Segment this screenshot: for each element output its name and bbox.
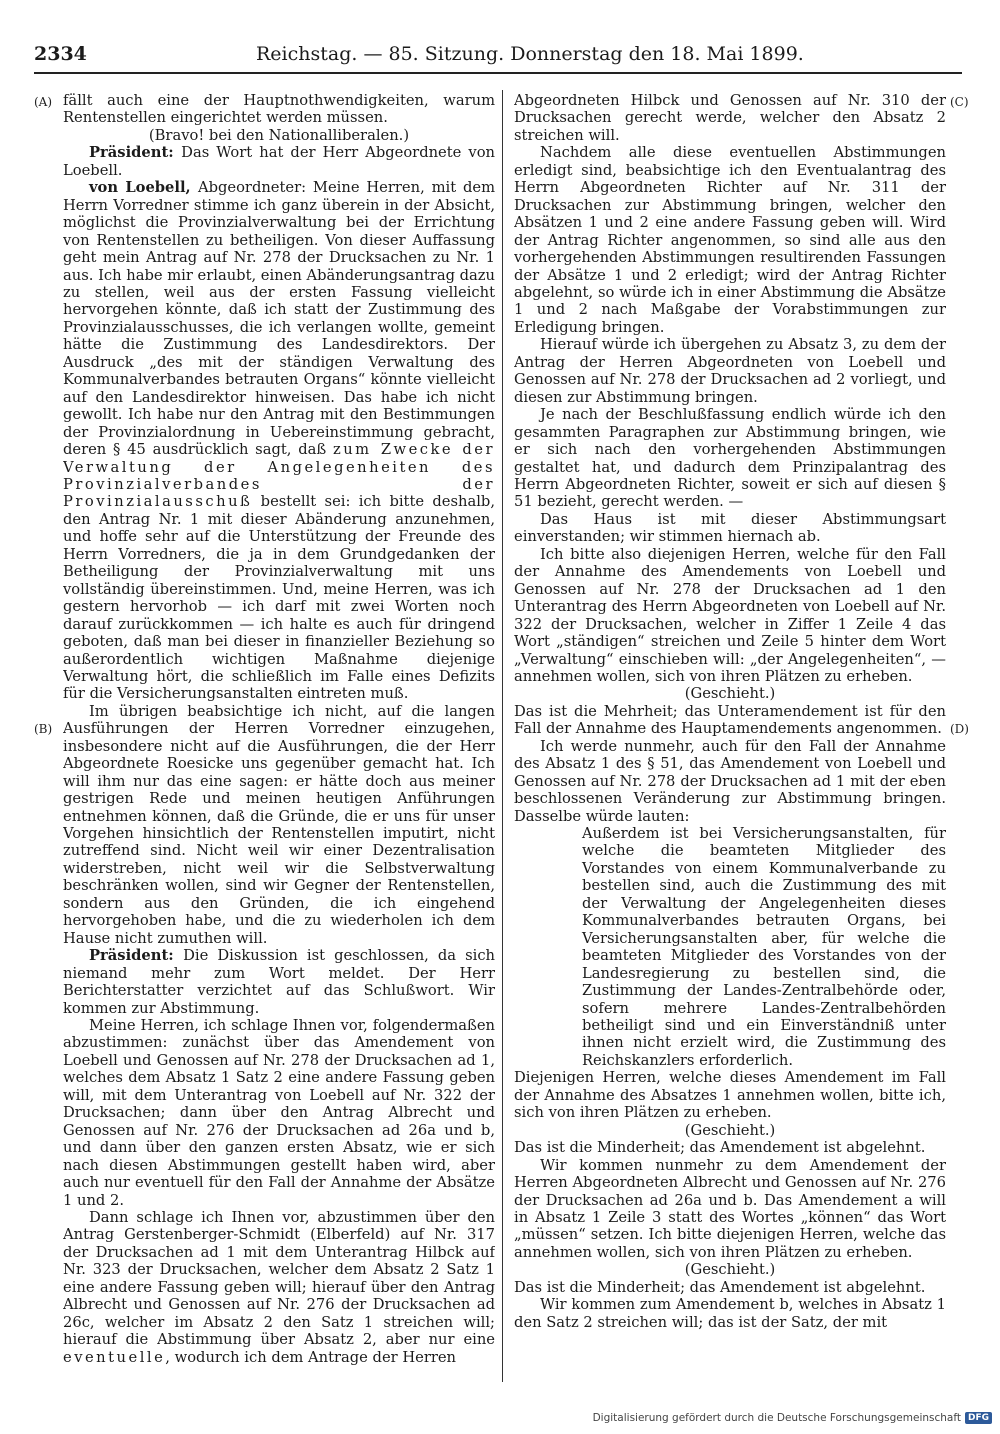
footer-credit xyxy=(593,1412,992,1424)
paragraph-text: Das Wort hat der Herr Abgeordnete von Loebell. xyxy=(63,144,495,179)
speaker-label: Präsident: xyxy=(89,144,182,162)
margin-marker-a: (A) xyxy=(34,95,53,109)
spaced-emphasis: zum Zwecke der Verwaltung der Angelegenheiten des Provinzialverbandes der Provinzialausschuß xyxy=(63,441,495,511)
left-column-paragraph: Im übrigen beabsichtige ich nicht, auf die langen Ausführungen der Herren Vorredner einzugehen, insbesondere nicht auf die Ausführungen, die der Herr Abgeordnete Roesicke uns gegenüber gemacht hat. Ich will ihm nur das eine sagen: er hätte doch aus meiner gestrigen Rede und meinen heutigen Anführungen entnehmen können, daß die Gründe, die er uns für unser Vorgehen hinsichtlich der Rentenstellen imputirt, nicht zutreffend sind. Nicht weil wir einer Dezentralisation widerstreben, nicht weil wir die Selbstverwaltung beschränken wollen, sind wir Gegner der Rentenstellen, sondern aus den Gründen, die ich eingehend hervorgehoben habe, und die zu wiederholen ich dem Hause nicht zumuthen will. xyxy=(63,702,495,947)
page-header xyxy=(34,40,962,68)
right-column-paragraph: Abgeordneten Hilbck und Genossen auf Nr. 310 der Drucksachen gerecht werde, welcher den Absatz 2 streichen will. xyxy=(514,92,946,144)
right-column-paragraph: Ich bitte also diejenigen Herren, welche für den Fall der Annahme des Amendements von Loebell und Genossen auf Nr. 278 der Drucksachen ad 1 den Unterantrag des Herrn Abgeordneten von Loebell auf Nr. 322 der Drucksachen, welcher in Ziffer 1 Zeile 4 das Wort „ständigen“ streichen und Zeile 5 hinter dem Wort „Verwaltung“ einschieben will: „der Angelegenheiten“, — annehmen wollen, sich von ihren Plätzen zu erheben. xyxy=(514,545,946,685)
right-column-paragraph: Wir kommen zum Amendement b, welches in Absatz 1 den Satz 2 streichen will; das ist der Satz, der mit xyxy=(514,1296,946,1331)
header-rule xyxy=(34,72,962,74)
right-column-paragraph: Das Haus ist mit dieser Abstimmungsart einverstanden; wir stimmen hiernach ab. xyxy=(514,510,946,546)
left-column-paragraph xyxy=(63,144,495,179)
left-column-paragraph: (Bravo! bei den Nationalliberalen.) xyxy=(148,126,410,144)
paragraph-text: Abgeordneter: Meine Herren, mit dem Herrn Vorredner stimme ich ganz überein in der Absicht, möglichst die Provinzialverwaltung bei der Errichtung von Rentenstellen zu betheiligen. Von dieser Auffassung geht mein Antrag auf Nr. 278 der Drucksachen zu Nr. 1 aus. Ich habe mir erlaubt, einen Abänderungsantrag dazu zu stellen, weil aus der ersten Fassung vielleicht hervorgehen könnte, daß ich statt der Zustimmung des Provinzialausschusses, die ich verlangen wollte, gemeint hätte die Zustimmung des Landesdirektors. Der Ausdruck „des mit der ständigen Verwaltung des Kommunalverbandes betrauten Organs“ könnte vielleicht auf den Landesdirektor hinweisen. Das habe ich nicht gewollt. Ich habe nur den Antrag mit den Bestimmungen der Provinzialordnung in Uebereinstimmung gebracht, deren § 45 ausdrücklich sagt, daß xyxy=(63,179,495,459)
margin-marker-b: (B) xyxy=(34,722,53,736)
paragraph-text: Die Diskussion ist geschlossen, da sich niemand mehr zum Wort meldet. Der Herr Berichterstatter verzichtet auf das Schlußwort. Wir kommen zur Abstimmung. xyxy=(63,947,495,1017)
paragraph-text: bestellt sei: ich bitte deshalb, den Antrag Nr. 1 mit dieser Abänderung anzunehmen, und hoffe sehr auf die Unterstützung der Freunde des Herrn Vorredners, die ja in dem Grundgedanken der Betheiligung der Provinzialverwaltung mit uns vollständig übereinstimmen. Und, meine Herren, was ich gestern hervorhob — ich darf mit zwei Worten noch darauf zurückkommen — ich halte es auch für dringend geboten, daß man bei dieser in finanzieller Beziehung so außerordentlich wichtigen Maßnahme diejenige Verwaltung hört, die schließlich im Falle eines Defizits für die Versicherungsanstalten eintreten muß. xyxy=(63,493,495,703)
column-divider xyxy=(502,90,503,1382)
running-title: Reichstag. — 85. Sitzung. Donnerstag den 18. Mai 1899. xyxy=(256,43,804,65)
left-column-paragraph xyxy=(63,179,495,703)
page-number: 2334 xyxy=(34,43,87,65)
right-column-paragraph: Hierauf würde ich übergehen zu Absatz 3, zu dem der Antrag der Herren Abgeordneten von Loebell und Genossen auf Nr. 278 der Drucksachen ad 2 vorliegt, und diesen zur Abstimmung bringen. xyxy=(514,336,946,406)
left-column-paragraph xyxy=(63,947,495,1017)
right-column xyxy=(514,92,946,1382)
right-column-paragraph: Außerdem ist bei Versicherungsanstalten, für welche die beamteten Mitglieder des Vorstandes von einem Kommunalverbande zu bestellen sind, auch die Zustimmung des mit der Verwaltung der Angelegenheiten dieses Kommunalverbandes betrauten Organs, bei Versicherungsanstalten aber, für welche die beamteten Mitglieder des Vorstandes von der Landesregierung zu bestellen sind, die Zustimmung der Landes-Zentralbehörde oder, sofern mehrere Landes-Zentralbehörden betheiligt sind und ein Einverständniß unter ihnen nicht erzielt wird, die Zustimmung des Reichskanzlers erforderlich. xyxy=(582,825,946,1069)
right-column-paragraph: Ich werde nunmehr, auch für den Fall der Annahme des Absatz 1 des § 51, das Amendement von Loebell und Genossen auf Nr. 278 der Drucksachen ad 1 mit der eben beschlossenen Veränderung zur Abstimmung bringen. Dasselbe würde lauten: xyxy=(514,737,946,825)
speaker-label: von Loebell, xyxy=(89,179,198,197)
right-column-paragraph: (Geschieht.) xyxy=(684,1121,776,1139)
right-column-paragraph: Das ist die Mehrheit; das Unteramendement ist für den Fall der Annahme des Hauptamendements angenommen. xyxy=(514,702,946,738)
margin-marker-d: (D) xyxy=(950,722,969,736)
left-column-paragraph xyxy=(63,1209,495,1366)
right-column-paragraph: (Geschieht.) xyxy=(684,685,776,703)
left-column xyxy=(63,92,495,1382)
spaced-emphasis: eventuelle xyxy=(63,1348,166,1366)
right-column-paragraph: Diejenigen Herren, welche dieses Amendement im Fall der Annahme des Absatzes 1 annehmen wollen, bitte ich, sich von ihren Plätzen zu erheben. xyxy=(514,1069,946,1122)
right-column-paragraph: Nachdem alle diese eventuellen Abstimmungen erledigt sind, beabsichtige ich den Eventualantrag des Herrn Abgeordneten Richter auf Nr. 311 der Drucksachen zur Abstimmung bringen, welcher den Absätzen 1 und 2 eine andere Fassung geben will. Wird der Antrag Richter angenommen, so sind alle aus den vorhergehenden Abstimmungen resultirenden Fassungen der Absätze 1 und 2 erledigt; wird der Antrag Richter abgelehnt, so würde ich in einer Abstimmung die Absätze 1 und 2 nach Maßgabe der Vorabstimmungen zur Erledigung bringen. xyxy=(514,144,946,336)
paragraph-text: , wodurch ich dem Antrage der Herren xyxy=(165,1348,457,1366)
left-column-paragraph: Meine Herren, ich schlage Ihnen vor, folgendermaßen abzustimmen: zunächst über das Amendement von Loebell und Genossen auf Nr. 278 der Drucksachen ad 1, welches dem Absatz 1 Satz 2 eine andere Fassung geben will, mit dem Unterantrag von Loebell auf Nr. 322 der Drucksachen; dann über den Antrag Albrecht und Genossen auf Nr. 276 der Drucksachen ad 26a und b, und dann über den ganzen ersten Absatz, wie er sich nach diesen Abstimmungen gestellt haben wird, aber auch nur eventuell für den Fall der Annahme der Absätze 1 und 2. xyxy=(63,1017,495,1209)
right-column-paragraph: Je nach der Beschlußfassung endlich würde ich den gesammten Paragraphen zur Abstimmung bringen, wie er sich nach den vorhergehenden Abstimmungen gestaltet hat, und dadurch dem Prinzipalantrag des Herrn Abgeordneten Richter, soweit er sich auf diesen § 51 bezieht, gerecht werden. — xyxy=(514,406,946,511)
margin-marker-c: (C) xyxy=(950,95,969,109)
speaker-label: Präsident: xyxy=(89,947,184,965)
right-column-paragraph: (Geschieht.) xyxy=(684,1261,776,1279)
dfg-logo: DFG xyxy=(965,1412,992,1424)
footer-text: Digitalisierung gefördert durch die Deutsche Forschungsgemeinschaft xyxy=(592,1412,961,1424)
right-column-paragraph: Wir kommen nunmehr zu dem Amendement der Herren Abgeordneten Albrecht und Genossen auf Nr. 276 der Drucksachen ad 26a und b. Das Amendement a will in Absatz 1 Zeile 3 statt des Wortes „können“ das Wort „müssen“ setzen. Ich bitte diejenigen Herren, welche das annehmen wollen, sich von ihren Plätzen zu erheben. xyxy=(514,1156,946,1261)
paragraph-text: Dann schlage ich Ihnen vor, abzustimmen über den Antrag Gerstenberger-Schmidt (Elberfeld) auf Nr. 317 der Drucksachen ad 1 mit dem Unterantrag Hilbck auf Nr. 323 der Drucksachen, welcher dem Absatz 2 Satz 1 eine andere Fassung geben will; hierauf über den Antrag Albrecht und Genossen auf Nr. 276 der Drucksachen ad 26c, welcher im Absatz 2 den Satz 1 streichen will; hierauf die Abstimmung über Absatz 2, aber nur eine xyxy=(63,1209,495,1349)
right-column-paragraph: Das ist die Minderheit; das Amendement ist abgelehnt. xyxy=(514,1278,926,1296)
left-column-paragraph: fällt auch eine der Hauptnothwendigkeiten, warum Rentenstellen eingerichtet werden müssen. xyxy=(63,92,495,127)
right-column-paragraph: Das ist die Minderheit; das Amendement ist abgelehnt. xyxy=(514,1139,926,1157)
